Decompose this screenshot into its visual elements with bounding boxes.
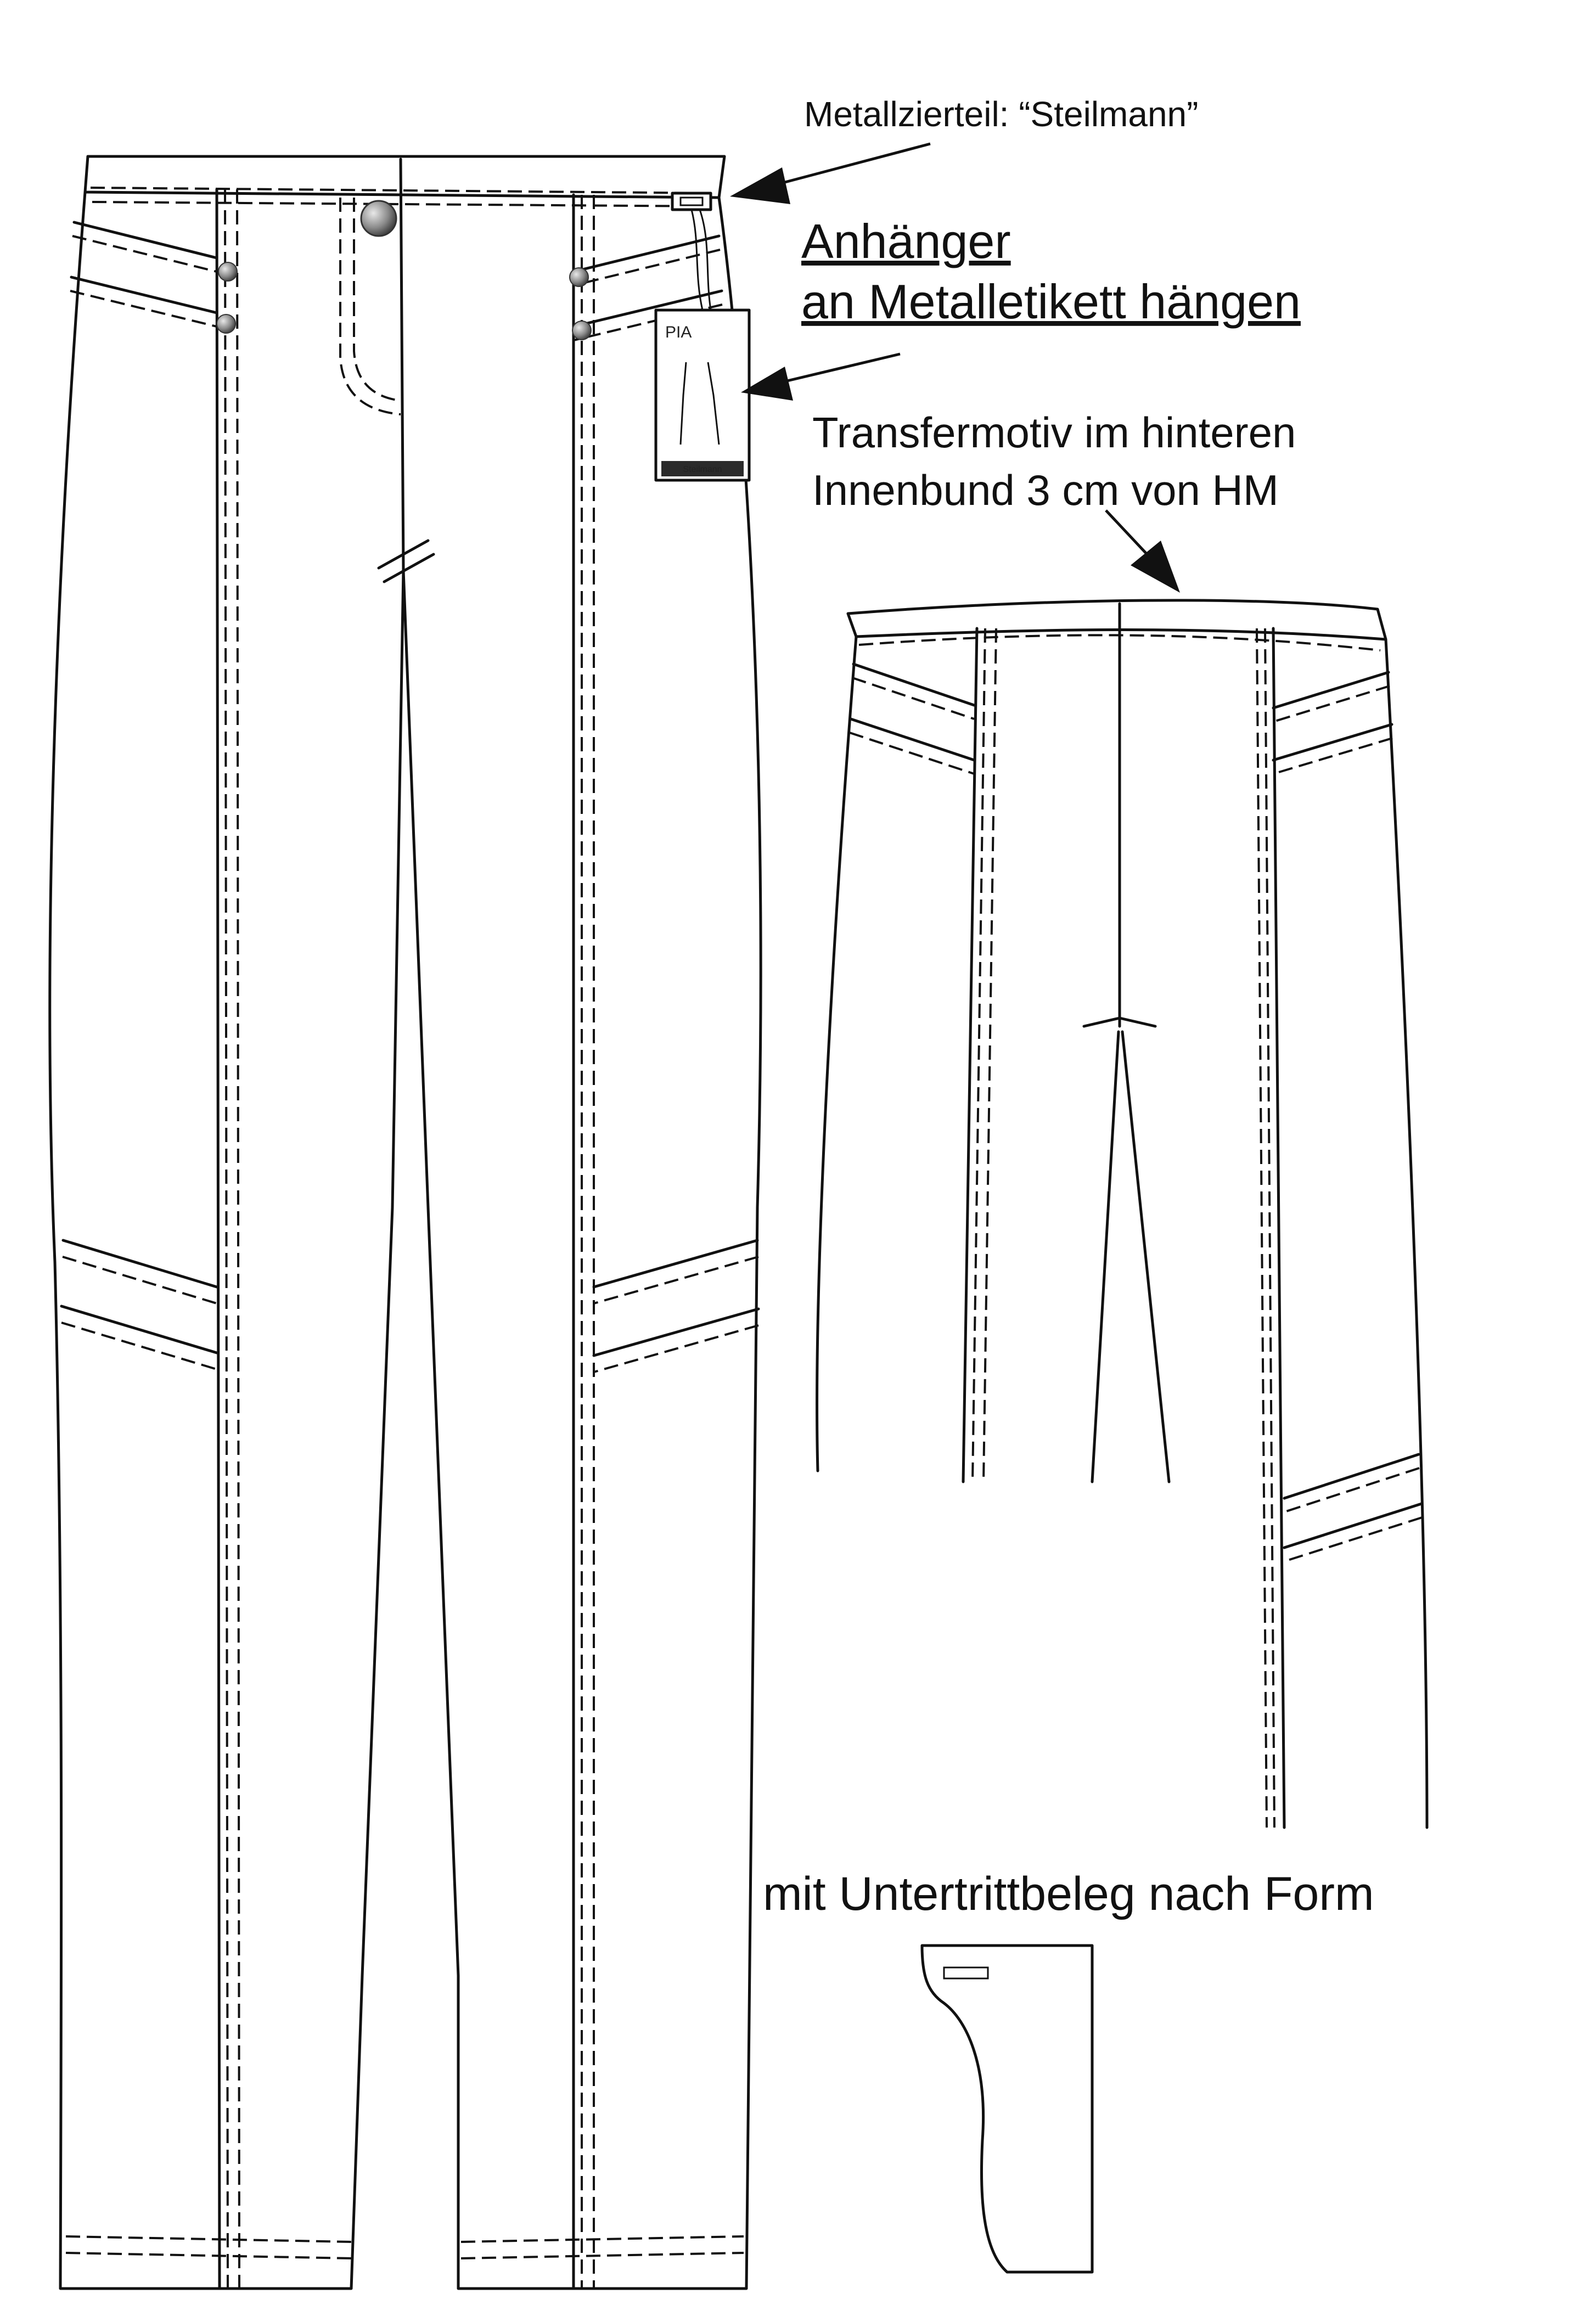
front-view-trousers — [50, 156, 761, 2289]
label-fly-facing: mit Untertrittbeleg nach Form — [763, 1868, 1374, 1920]
back-waistband — [848, 600, 1386, 639]
arrow-to-ornament — [768, 144, 930, 187]
arrow-to-waistband-back — [1106, 510, 1147, 554]
annotation-arrows — [730, 144, 1180, 593]
label-hangtag-line1: Anhänger — [801, 214, 1011, 268]
metal-ornament — [672, 193, 711, 210]
arrow-to-hangtag — [785, 354, 900, 381]
label-transfer-line1: Transfermotiv im hinteren — [812, 408, 1296, 457]
rivet-left-top — [218, 262, 237, 281]
hang-tag-name: PIA — [665, 323, 692, 341]
hang-tag — [656, 310, 749, 480]
label-metal-ornament: Metallzierteil: “Steilmann” — [804, 94, 1199, 134]
fly-facing-piece — [922, 1946, 1092, 2272]
waist-button — [361, 201, 396, 236]
rivet-right-top — [570, 268, 588, 286]
front-outline — [50, 192, 761, 2289]
label-hangtag-line2: an Metalletikett hängen — [801, 274, 1301, 329]
hang-tag-brand: Steilmann — [683, 465, 722, 474]
rivet-right-bottom — [572, 321, 591, 340]
label-transfer-line2: Innenbund 3 cm von HM — [812, 466, 1279, 514]
back-view-trousers — [817, 600, 1427, 1828]
rivet-left-bottom — [217, 314, 235, 333]
